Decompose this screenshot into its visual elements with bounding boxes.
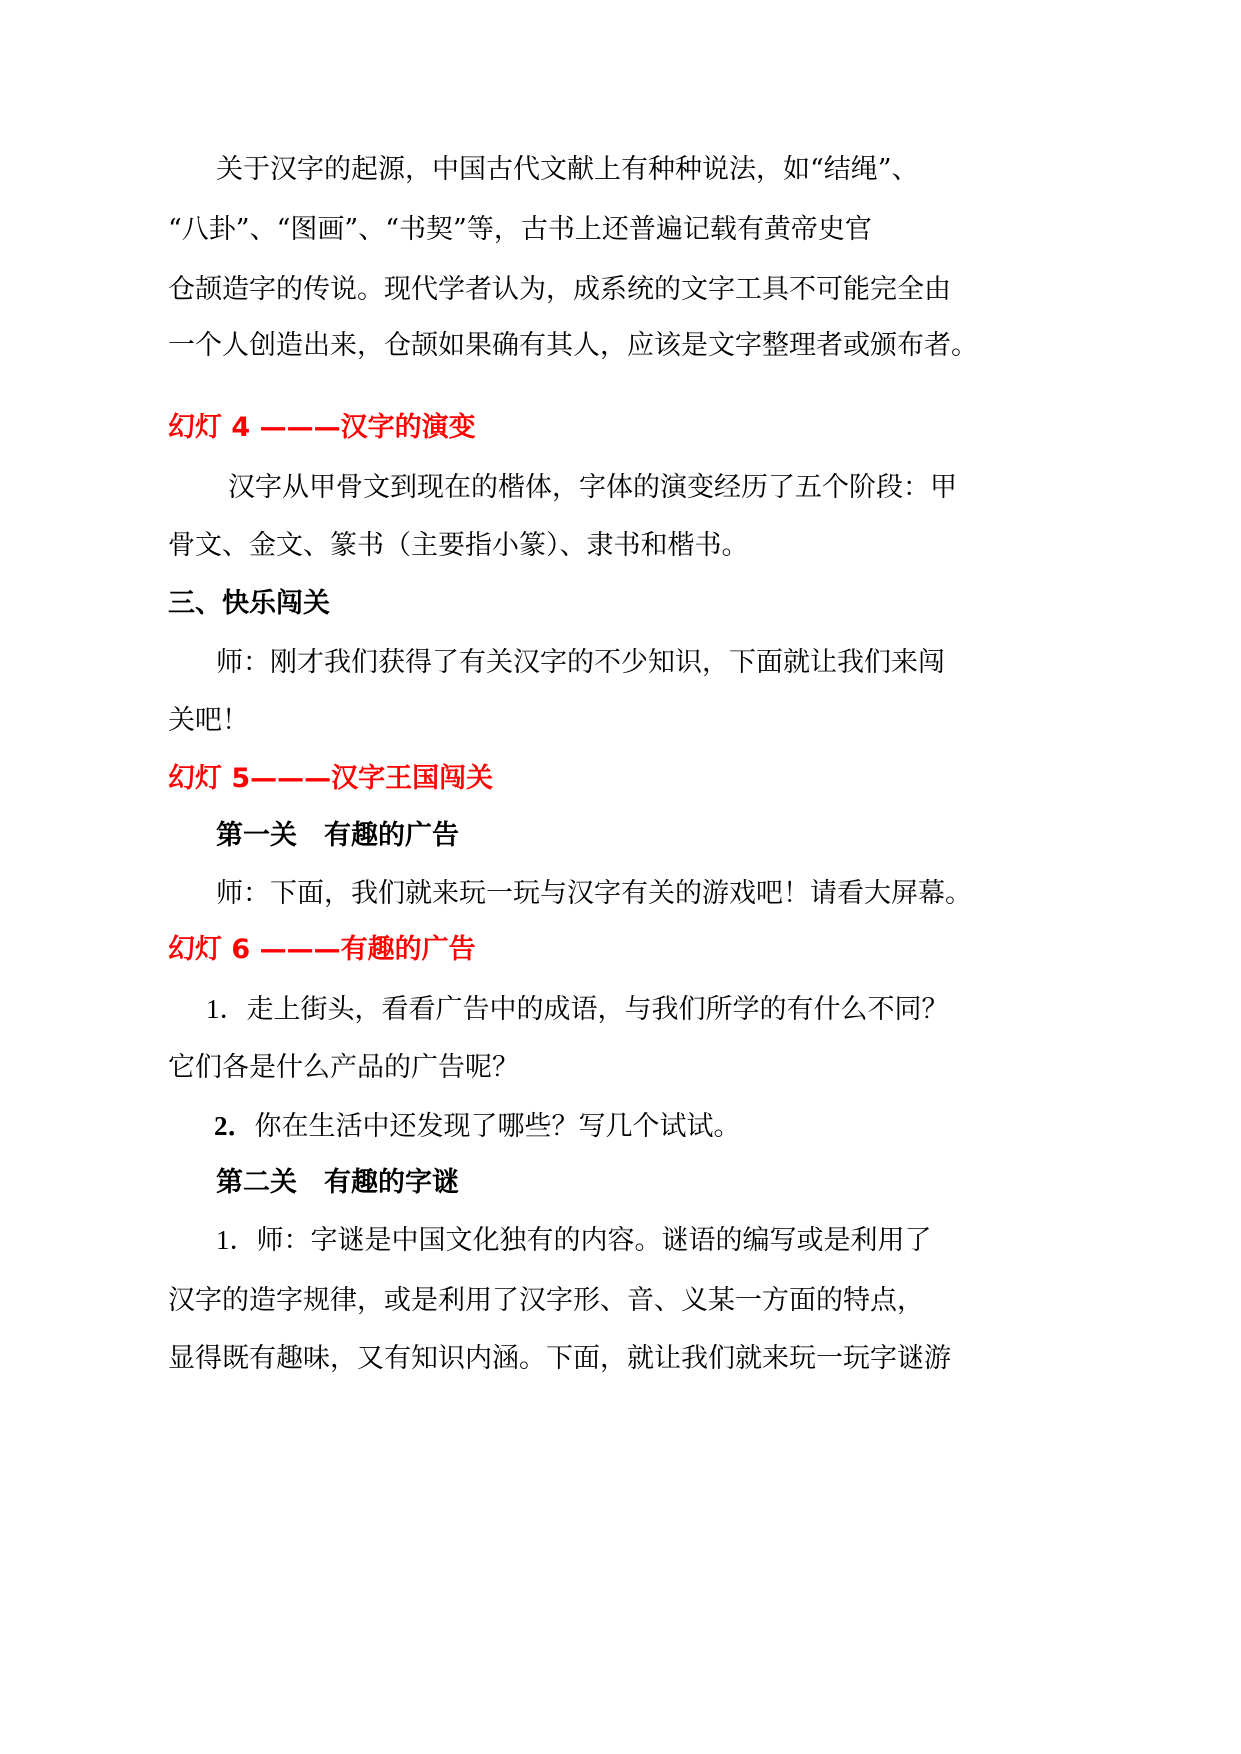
slide4-line-1: 汉字从甲骨文到现在的楷体，字体的演变经历了五个阶段：甲 — [228, 472, 957, 503]
slide6-heading: 幻灯 6 ———有趣的广告 — [168, 934, 476, 965]
origin-line-4: 一个人创造出来，仓颉如果确有其人，应该是文字整理者或颁布者。 — [168, 330, 978, 361]
slide4-line-2: 骨文、金文、篆书（主要指小篆）、隶书和楷书。 — [168, 530, 749, 561]
origin-line-2: “八卦”、“图画”、“书契”等，古书上还普遍记载有黄帝史官 — [168, 214, 872, 245]
slide6-item2 — [214, 1108, 741, 1145]
slide6-item1-line-2: 它们各是什么产品的广告呢？ — [168, 1052, 519, 1083]
level2-item1-text: 师：字谜是中国文化独有的内容。谜语的编写或是利用了 — [256, 1225, 932, 1256]
origin-line-1: 关于汉字的起源，中国古代文献上有种种说法，如“结绳”、 — [216, 154, 919, 185]
level2-title: 第二关 有趣的字谜 — [216, 1167, 459, 1198]
level2-line-2: 汉字的造字规律，或是利用了汉字形、音、义某一方面的特点， — [168, 1285, 924, 1316]
section3-heading: 三、快乐闯关 — [168, 588, 330, 619]
level2-line-3: 显得既有趣味，又有知识内涵。下面，就让我们就来玩一玩字谜游 — [168, 1343, 951, 1374]
slide6-item2-text: 你在生活中还发现了哪些？写几个试试。 — [254, 1111, 741, 1142]
section3-line-1: 师：刚才我们获得了有关汉字的不少知识，下面就让我们来闯 — [216, 647, 945, 678]
origin-line-3: 仓颉造字的传说。现代学者认为，成系统的文字工具不可能完全由 — [168, 274, 951, 305]
slide6-item1 — [206, 991, 949, 1028]
slide6-item1-text: 走上街头，看看广告中的成语，与我们所学的有什么不同？ — [246, 994, 949, 1025]
level2-item1-number: 1． — [216, 1225, 257, 1255]
slide4-heading: 幻灯 4 ———汉字的演变 — [168, 412, 476, 443]
level2-item1 — [216, 1222, 932, 1259]
level1-title: 第一关 有趣的广告 — [216, 820, 459, 851]
slide6-item1-number: 1． — [206, 994, 247, 1024]
slide5-line: 师：下面，我们就来玩一玩与汉字有关的游戏吧！请看大屏幕。 — [216, 878, 972, 909]
slide5-heading: 幻灯 5———汉字王国闯关 — [168, 763, 494, 794]
slide6-item2-number: 2． — [214, 1111, 255, 1141]
section3-line-2: 关吧！ — [168, 705, 249, 736]
